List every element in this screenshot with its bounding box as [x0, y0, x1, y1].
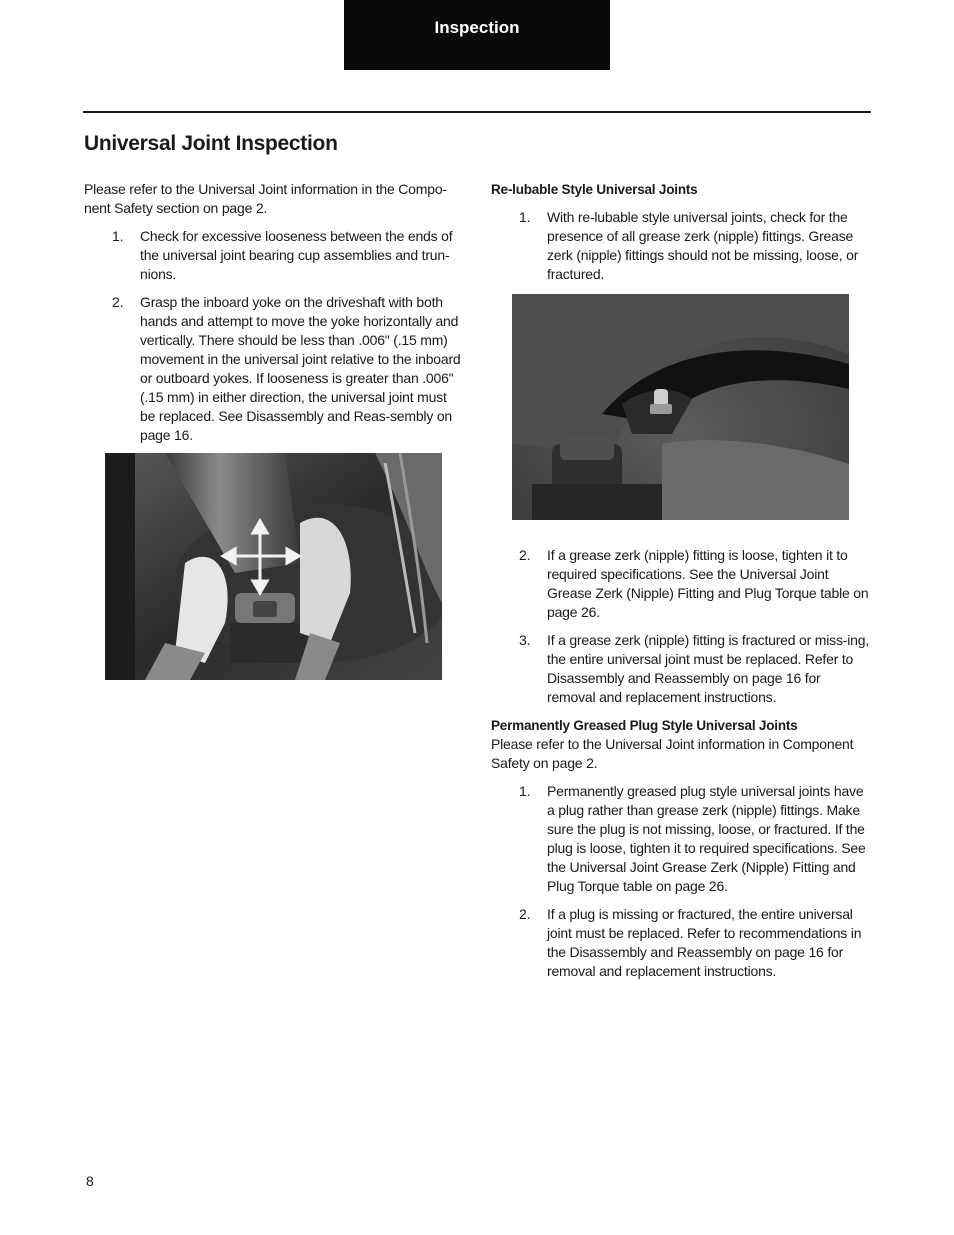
list-text: Check for excessive looseness between the ends of the universal joint bearing cup assemblies and trun-nions. [140, 228, 453, 282]
list-number: 2. [519, 906, 531, 922]
permanent-heading: Permanently Greased Plug Style Universal Joints [491, 718, 798, 733]
list-text: If a grease zerk (nipple) fitting is loose, tighten it to required specifications. See the Universal Joint Grease Zerk (Nipple) Fitting and Plug Torque table on page 26. [547, 547, 869, 620]
list-item [491, 782, 871, 896]
grease-zerk-image [512, 294, 849, 520]
list-text: If a plug is missing or fractured, the entire universal joint must be replaced. Refer to recommendations in the Disassembly and Reassembly on page 16 for removal and replacement instructions. [547, 906, 862, 979]
yoke-inspection-image [105, 453, 442, 680]
list-number: 1. [112, 228, 124, 244]
list-item [491, 905, 871, 981]
list-number: 1. [519, 783, 531, 799]
left-column [84, 180, 462, 445]
list-number: 3. [519, 632, 531, 648]
list-text: Permanently greased plug style universal joints have a plug rather than grease zerk (nipple) fittings. Make sure the plug is not missing, loose, or fractured. If the plug is loose, tighten it to required specifications. See the Universal Joint Grease Zerk (Nipple) Fitting and Plug Torque table on page 26. [547, 783, 866, 894]
list-text: With re-lubable style universal joints, check for the presence of all grease zerk (nipple) fittings. Grease zerk (nipple) fittings should not be missing, loose, or fractured. [547, 209, 859, 282]
list-text: Grasp the inboard yoke on the driveshaft with both hands and attempt to move the yoke horizontally and vertically. There should be less than .006" (.15 mm) movement in the universal joint relative to the inboard or outboard yokes. If looseness is greater than .006" (.15 mm) in either direction, the universal joint must be replaced. See Disassembly and Reas-sembly on page 16. [140, 294, 461, 443]
list-item [491, 546, 871, 622]
left-intro: Please refer to the Universal Joint information in the Compo-nent Safety section on page 2. [84, 181, 447, 216]
list-number: 2. [112, 294, 124, 310]
page-title: Universal Joint Inspection [84, 132, 338, 155]
list-number: 2. [519, 547, 531, 563]
header-rule [83, 111, 871, 113]
permanent-intro: Please refer to the Universal Joint information in Component Safety on page 2. [491, 736, 854, 771]
list-text: If a grease zerk (nipple) fitting is fractured or miss-ing, the entire universal joint must be replaced. Refer to Disassembly and Reassembly on page 16 for removal and replacement instructions. [547, 632, 869, 705]
list-item [491, 208, 871, 284]
yoke-inspection-photo [105, 453, 442, 680]
list-item [84, 293, 462, 445]
page-number: 8 [86, 1173, 94, 1189]
list-item [84, 227, 462, 284]
relubable-heading: Re-lubable Style Universal Joints [491, 182, 698, 197]
list-number: 1. [519, 209, 531, 225]
list-item [491, 631, 871, 707]
section-tab [344, 0, 610, 70]
grease-zerk-photo [512, 294, 849, 520]
section-tab-label: Inspection [434, 18, 520, 37]
